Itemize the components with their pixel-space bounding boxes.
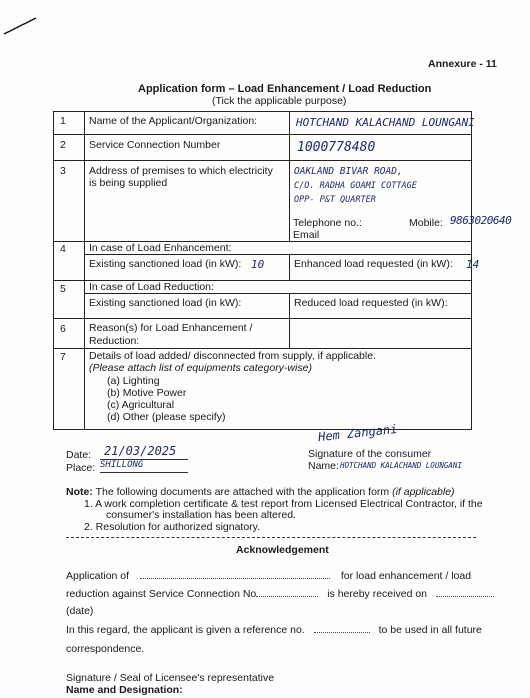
applicant-name-value: HOTCHAND KALACHAND LOUNGANI: [296, 116, 475, 129]
reason-label-line2: Reduction:: [89, 335, 140, 347]
row-2-number: 2: [60, 139, 66, 151]
note-text: The following documents are attached with the application form: [95, 486, 390, 498]
corner-pen-mark: [2, 14, 42, 38]
load-item-other: (d) Other (please specify): [107, 411, 226, 423]
ack-line-1: [66, 570, 502, 582]
mobile-label: Mobile:: [409, 217, 443, 229]
reason-label-line1: Reason(s) for Load Enhancement /: [89, 322, 253, 334]
ack-line-4b: to be used in all future: [378, 624, 482, 636]
date-value: 21/03/2025: [104, 444, 177, 458]
ack-line-3: (date): [66, 605, 94, 617]
row-3-number: 3: [60, 165, 66, 177]
existing-load-label-5: Existing sanctioned load (in kW):: [89, 297, 242, 309]
consumer-name-label: Name:: [308, 460, 339, 472]
address-label-line1: Address of premises to which electricity: [89, 165, 273, 177]
signature-label: Signature of the consumer: [308, 448, 432, 460]
place-label: Place:: [66, 462, 96, 474]
email-label: Email: [293, 229, 320, 241]
ack-line-5: correspondence.: [66, 643, 145, 655]
load-item-lighting: (a) Lighting: [107, 375, 160, 387]
consumer-signature-mark: Hem Zangani: [317, 421, 398, 445]
form-subtitle: (Tick the applicable purpose): [212, 95, 347, 107]
dashed-divider: [66, 537, 476, 538]
reduced-load-label: Reduced load requested (in kW):: [294, 297, 448, 309]
consumer-name-value: HOTCHAND KALACHAND LOUNGANI: [340, 461, 462, 470]
address-label-line2: is being supplied: [89, 177, 168, 189]
row-7-number: 7: [60, 351, 66, 363]
telephone-label: Telephone no.:: [293, 217, 362, 229]
annexure-label: Annexure - 11: [428, 58, 497, 70]
name-designation-label: Name and Designation:: [66, 684, 183, 696]
service-connection-label: Service Connection Number: [89, 139, 221, 151]
reference-number-blank[interactable]: [314, 632, 370, 633]
enhanced-load-label: Enhanced load requested (in kW):: [294, 258, 453, 270]
received-date-blank[interactable]: [436, 596, 494, 597]
service-connection-value: 1000778480: [297, 140, 376, 155]
note-item-1b: consumer's installation has been altered.: [106, 509, 296, 521]
address-line1: OAKLAND BIVAR ROAD,: [294, 166, 403, 177]
address-line2: C/O. RADHA GOAMI COTTAGE: [294, 181, 417, 191]
mobile-value: 9863020640: [450, 214, 512, 227]
row-4-number: 4: [60, 243, 66, 255]
row-1-number: 1: [60, 115, 66, 127]
address-line3: OPP- P&T QUARTER: [294, 195, 376, 205]
place-underline: [100, 472, 188, 473]
note-item-2: 2. Resolution for authorized signatory.: [84, 521, 261, 533]
load-enhancement-label: In case of Load Enhancement:: [89, 242, 232, 254]
existing-load-label-4: Existing sanctioned load (in kW):: [89, 258, 242, 270]
load-item-agricultural: (c) Agricultural: [107, 399, 175, 411]
ack-line-2: [66, 588, 494, 600]
applicant-name-label: Name of the Applicant/Organization:: [89, 115, 258, 127]
load-details-label: Details of load added/ disconnected from supply, if applicable.: [89, 350, 376, 362]
note-line: [66, 486, 455, 498]
licensee-signature-label: Signature / Seal of Licensee's representative: [66, 672, 275, 684]
load-reduction-label: In case of Load Reduction:: [89, 281, 214, 293]
place-value: SHILLONG: [100, 460, 144, 470]
enhanced-load-value: 14: [466, 258, 480, 271]
ack-line-4a: In this regard, the applicant is given a reference no.: [66, 624, 305, 636]
existing-load-value-4: 10: [251, 258, 265, 271]
date-label: Date:: [66, 449, 92, 461]
load-details-note: (Please attach list of equipments category-wise): [89, 362, 312, 374]
ack-line-1b: for load enhancement / load: [340, 570, 472, 582]
ack-line-1a: Application of: [66, 570, 130, 582]
note-label: Note:: [66, 486, 93, 498]
form-title: Application form – Load Enhancement / Load Reduction: [138, 83, 432, 95]
ack-line-2a: reduction against Service Connection No: [66, 588, 257, 600]
load-item-motive-power: (b) Motive Power: [107, 387, 187, 399]
service-number-blank[interactable]: [256, 596, 318, 597]
ack-line-2b: is hereby received on: [327, 588, 428, 600]
applicant-blank[interactable]: [140, 578, 330, 579]
acknowledgement-title: Acknowledgement: [236, 544, 329, 556]
ack-line-4: [66, 624, 482, 636]
row-6-number: 6: [60, 323, 66, 335]
row-5-number: 5: [60, 283, 66, 295]
note-item-1a: 1. A work completion certificate & test report from Licensed Electrical Contractor, if the: [84, 498, 483, 510]
note-italic: (if applicable): [392, 486, 455, 498]
